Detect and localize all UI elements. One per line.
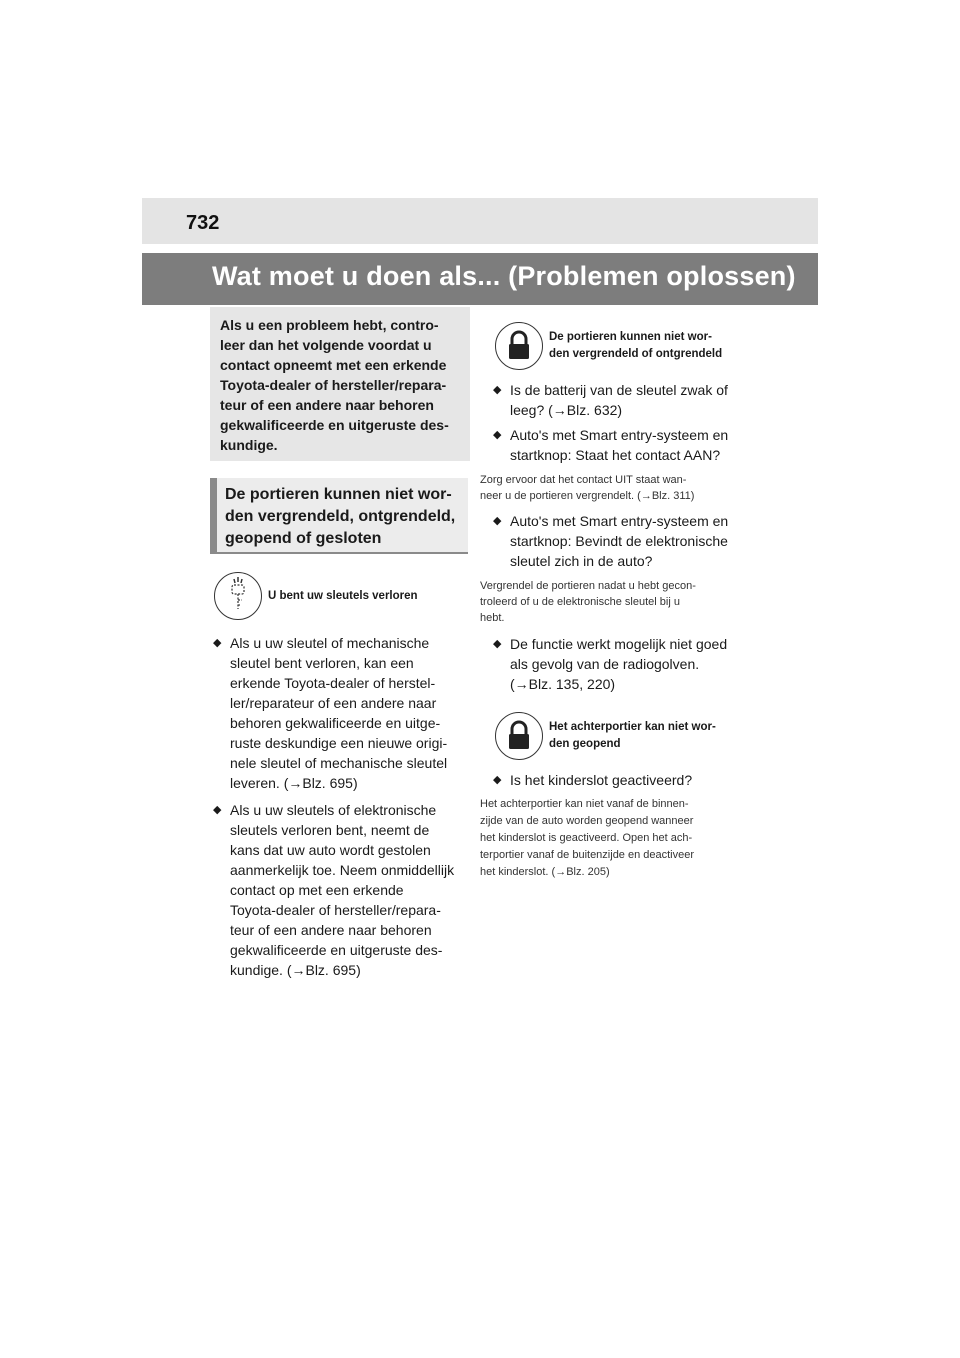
doors-lock-note-1 — [480, 472, 755, 504]
intro-line: kundige. — [220, 437, 278, 453]
note-line: het kinderslot. (→Blz. 205) — [480, 866, 610, 878]
note-line: troleerd of u de elektronische sleutel bij u — [480, 596, 680, 608]
bullet-line: leveren. (→Blz. 695) — [230, 775, 358, 791]
bullet-line: ◆ De functie werkt mogelijk niet goed — [510, 636, 728, 652]
intro-line: teur of een andere naar behoren — [220, 397, 434, 413]
doors-lock-heading — [495, 322, 722, 370]
section-heading-line: den vergrendeld, ontgrendeld, — [225, 508, 456, 525]
lost-keys-bullet-2 — [213, 800, 492, 980]
bullet-line: Toyota-dealer of hersteller/repara- — [230, 902, 441, 918]
label-line: De portieren kunnen niet wor- — [549, 331, 712, 343]
bullet-line: sleutel zich in de auto? — [510, 553, 653, 569]
bullet-line: gekwalificeerde en uitgeruste des- — [230, 942, 443, 958]
note-line: Het achterportier kan niet vanaf de binnen- — [480, 798, 689, 810]
bullet-line: startknop: Staat het contact AAN? — [510, 447, 721, 463]
title-band — [142, 253, 818, 305]
page-number: 732 — [186, 212, 220, 234]
intro-line: leer dan het volgende voordat u — [220, 337, 432, 353]
note-line: Zorg ervoor dat het contact UIT staat wan- — [480, 474, 687, 486]
bullet-line: ◆ Is het kinderslot geactiveerd? — [510, 772, 693, 788]
padlock-icon — [495, 712, 543, 760]
bullet-line: nele sleutel of mechanische sleutel — [230, 755, 448, 771]
intro-box — [210, 307, 470, 461]
bullet-line: kans dat uw auto wordt gestolen — [230, 842, 431, 858]
note-line: Vergrendel de portieren nadat u hebt gecon- — [480, 580, 696, 592]
bullet-line: teur of een andere naar behoren — [230, 922, 432, 938]
section-heading-line: geopend of gesloten — [225, 530, 382, 547]
intro-line: Toyota-dealer of hersteller/repara- — [220, 377, 447, 393]
intro-line: contact opneemt met een erkende — [220, 357, 447, 373]
doors-lock-label — [549, 329, 722, 363]
bullet-line: behoren gekwalificeerde en uitge- — [230, 715, 441, 731]
page-title: Wat moet u doen als... (Problemen oplossen) — [212, 261, 796, 291]
bullet-line: ruste deskundige een nieuwe origi- — [230, 735, 448, 751]
bullet-line: ler/reparateur of een andere naar — [230, 695, 437, 711]
rear-door-bullet-1 — [493, 770, 772, 790]
note-line: hebt. — [480, 612, 505, 624]
doors-lock-bullet-4 — [493, 634, 772, 694]
bullet-line: ◆ Auto's met Smart entry-systeem en — [510, 427, 729, 443]
lost-keys-bullet-1 — [213, 633, 490, 793]
bullet-line: startknop: Bevindt de elektronische — [510, 533, 728, 549]
bullet-line: leeg? (→Blz. 632) — [510, 402, 623, 418]
doors-lock-note-2 — [480, 578, 755, 626]
section-heading — [210, 478, 468, 554]
label-line: den vergrendeld of ontgrendeld — [549, 348, 723, 360]
doors-lock-bullet-3 — [493, 511, 772, 571]
intro-line: Als u een probleem hebt, contro- — [220, 317, 439, 333]
intro-line: gekwalificeerde en uitgeruste des- — [220, 417, 449, 433]
padlock-icon — [495, 322, 543, 370]
bullet-line: ◆ Is de batterij van de sleutel zwak of — [510, 382, 728, 398]
bullet-line: kundige. (→Blz. 695) — [230, 962, 361, 978]
bullet-line: sleutels verloren bent, neemt de — [230, 822, 430, 838]
note-line: neer u de portieren vergrendelt. (→Blz. 311) — [480, 490, 695, 502]
label-line: Het achterportier kan niet wor- — [549, 721, 716, 733]
bullet-line: ◆ Als u uw sleutel of mechanische — [230, 635, 430, 651]
bullet-line: aanmerkelijk toe. Neem onmiddellijk — [230, 862, 455, 878]
lost-keys-label: U bent uw sleutels verloren — [268, 589, 418, 602]
lost-keys-heading — [214, 572, 418, 620]
section-heading-line: De portieren kunnen niet wor- — [225, 486, 452, 503]
rear-door-label — [549, 719, 716, 753]
bullet-line: contact op met een erkende — [230, 882, 404, 898]
rear-door-note-1 — [480, 796, 755, 881]
rear-door-heading — [495, 712, 716, 760]
bullet-line: erkende Toyota-dealer of herstel- — [230, 675, 436, 691]
key-icon — [214, 572, 262, 620]
bullet-line: (→Blz. 135, 220) — [510, 676, 616, 692]
doors-lock-bullet-1 — [493, 380, 772, 420]
bullet-line: sleutel bent verloren, kan een — [230, 655, 414, 671]
doors-lock-bullet-2 — [493, 425, 772, 465]
bullet-line: ◆ Als u uw sleutels of elektronische — [230, 802, 437, 818]
note-line: terportier vanaf de buitenzijde en deactiveer — [480, 849, 695, 861]
page-number-band — [142, 198, 818, 244]
label-line: den geopend — [549, 738, 621, 750]
note-line: het kinderslot is geactiveerd. Open het ach- — [480, 832, 693, 844]
bullet-line: ◆ Auto's met Smart entry-systeem en — [510, 513, 729, 529]
bullet-line: als gevolg van de radiogolven. — [510, 656, 700, 672]
note-line: zijde van de auto worden geopend wanneer — [480, 815, 694, 827]
